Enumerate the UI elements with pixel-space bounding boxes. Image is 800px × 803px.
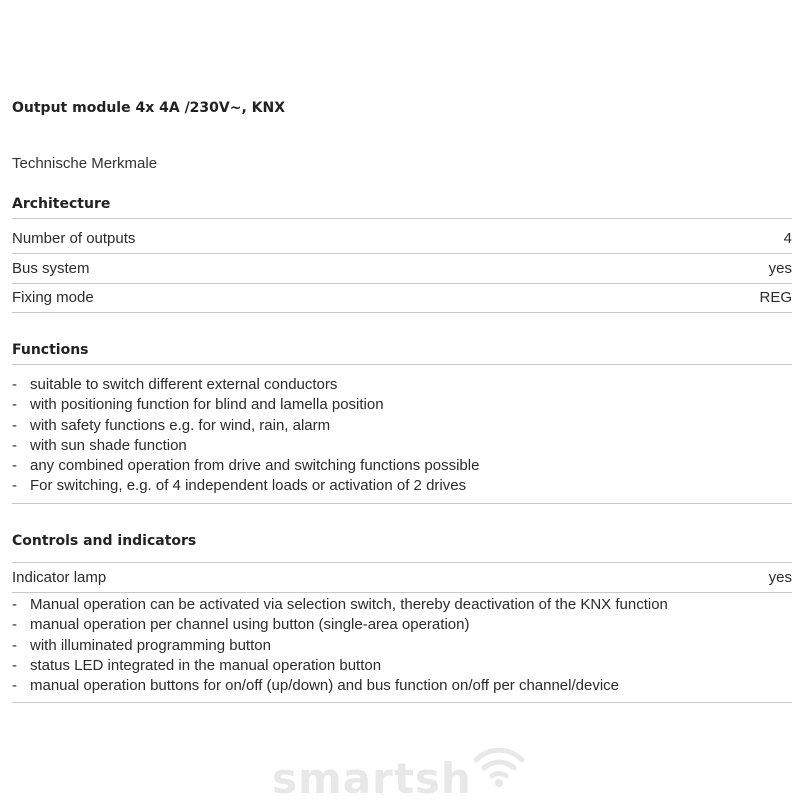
- spec-label: Number of outputs: [12, 230, 136, 247]
- controls-list: [12, 595, 792, 703]
- list-item-text: with sun shade function: [30, 436, 187, 454]
- list-item-text: status LED integrated in the manual operation button: [30, 656, 382, 674]
- watermark-text: smartsh: [272, 754, 472, 803]
- list-item-text: any combined operation from drive and switching functions possible: [30, 457, 480, 475]
- spec-value: REG: [759, 289, 792, 306]
- list-item: [12, 615, 792, 635]
- architecture-heading: Architecture: [12, 196, 792, 219]
- list-item: [12, 456, 792, 476]
- spec-value: yes: [768, 260, 792, 277]
- list-item: [12, 595, 792, 615]
- list-item: [12, 436, 792, 456]
- bullet-dash: -: [12, 636, 17, 654]
- spec-row-bus-system: [12, 254, 792, 284]
- product-title: Output module 4x 4A /230V~, KNX: [12, 100, 286, 116]
- bullet-dash: -: [12, 656, 17, 674]
- bullet-dash: -: [12, 436, 17, 454]
- bullet-dash: -: [12, 376, 17, 393]
- wifi-icon: [468, 738, 530, 788]
- list-item-text: suitable to switch different external conductors: [30, 376, 338, 393]
- spec-label: Bus system: [12, 260, 90, 277]
- spec-value: 4: [783, 230, 792, 247]
- list-item: [12, 395, 792, 415]
- functions-heading: Functions: [12, 342, 792, 365]
- bullet-dash: -: [12, 457, 17, 475]
- list-item: [12, 416, 792, 436]
- spec-row-indicator-lamp: [12, 562, 792, 593]
- bullet-dash: -: [12, 396, 17, 414]
- list-item: [12, 476, 792, 496]
- spec-row-number-of-outputs: [12, 224, 792, 254]
- list-item: [12, 656, 792, 676]
- list-item: [12, 375, 792, 395]
- list-item-text: manual operation per channel using button (single-area operation): [30, 616, 470, 634]
- list-item-text: manual operation buttons for on/off (up/down) and bus function on/off per channel/device: [30, 677, 620, 695]
- list-item-text: Manual operation can be activated via selection switch, thereby deactivation of the KNX function: [30, 596, 668, 613]
- controls-heading: Controls and indicators: [12, 533, 197, 549]
- list-item-text: For switching, e.g. of 4 independent loads or activation of 2 drives: [30, 477, 467, 495]
- spec-value: yes: [768, 569, 792, 586]
- bullet-dash: -: [12, 677, 17, 695]
- subtitle: Technische Merkmale: [12, 155, 158, 172]
- spec-label: Fixing mode: [12, 289, 94, 306]
- bullet-dash: -: [12, 416, 17, 434]
- list-item-text: with safety functions e.g. for wind, rain, alarm: [30, 416, 331, 434]
- list-item-text: with illuminated programming button: [30, 636, 271, 654]
- list-item: [12, 636, 792, 656]
- bullet-dash: -: [12, 477, 17, 495]
- list-item-text: with positioning function for blind and lamella position: [30, 396, 384, 414]
- bullet-dash: -: [12, 616, 17, 634]
- functions-list: [12, 375, 792, 504]
- spec-row-fixing-mode: [12, 283, 792, 313]
- spec-label: Indicator lamp: [12, 569, 107, 586]
- bullet-dash: -: [12, 596, 17, 613]
- list-item: [12, 676, 792, 696]
